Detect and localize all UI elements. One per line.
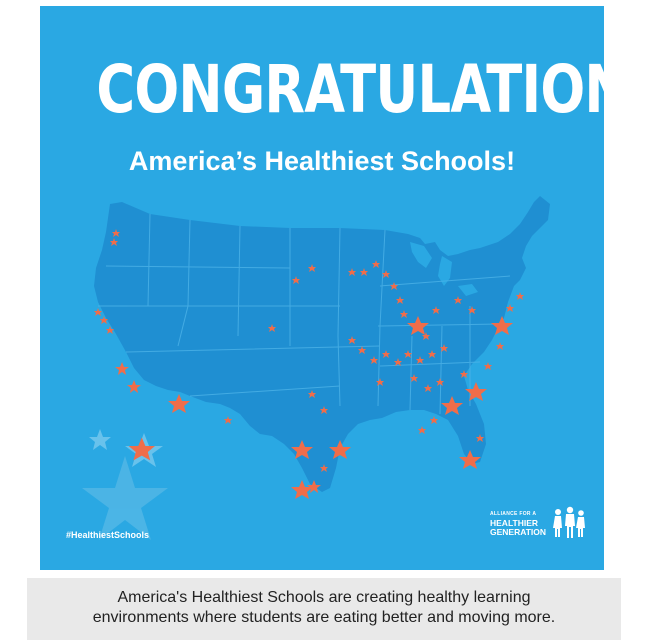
star-icon	[506, 304, 514, 312]
star-icon	[168, 394, 190, 413]
caption-line-2: environments where students are eating better and moving more.	[92, 609, 556, 626]
caption	[27, 578, 621, 640]
headline: CONGRATULATIONS	[96, 51, 665, 128]
star-icon	[484, 362, 492, 370]
star-icon	[430, 416, 438, 424]
star-icon	[418, 426, 426, 434]
logo-text	[490, 510, 552, 537]
caption-line-1: America's Healthiest Schools are creating healthy learning	[117, 589, 531, 606]
star-icon	[516, 292, 524, 300]
star-icon	[496, 342, 504, 350]
decorative-star-large	[82, 456, 168, 540]
star-icon	[94, 308, 102, 316]
star-icon	[224, 416, 232, 424]
alliance-logo	[490, 506, 590, 546]
subheadline: America’s Healthiest Schools!	[128, 146, 516, 176]
usa-map-shape	[94, 196, 550, 492]
decorative-stars	[82, 429, 168, 540]
logo-line-2: HEALTHIER	[490, 518, 539, 528]
decorative-star-small	[89, 429, 111, 450]
star-icon	[115, 362, 129, 375]
logo-line-3: GENERATION	[490, 527, 547, 537]
congratulations-poster	[40, 6, 665, 570]
hashtag: #HealthiestSchools	[66, 530, 150, 540]
children-figures-icon	[552, 506, 588, 540]
star-icon	[127, 380, 141, 393]
logo-line-1: ALLIANCE FOR A	[490, 511, 537, 517]
